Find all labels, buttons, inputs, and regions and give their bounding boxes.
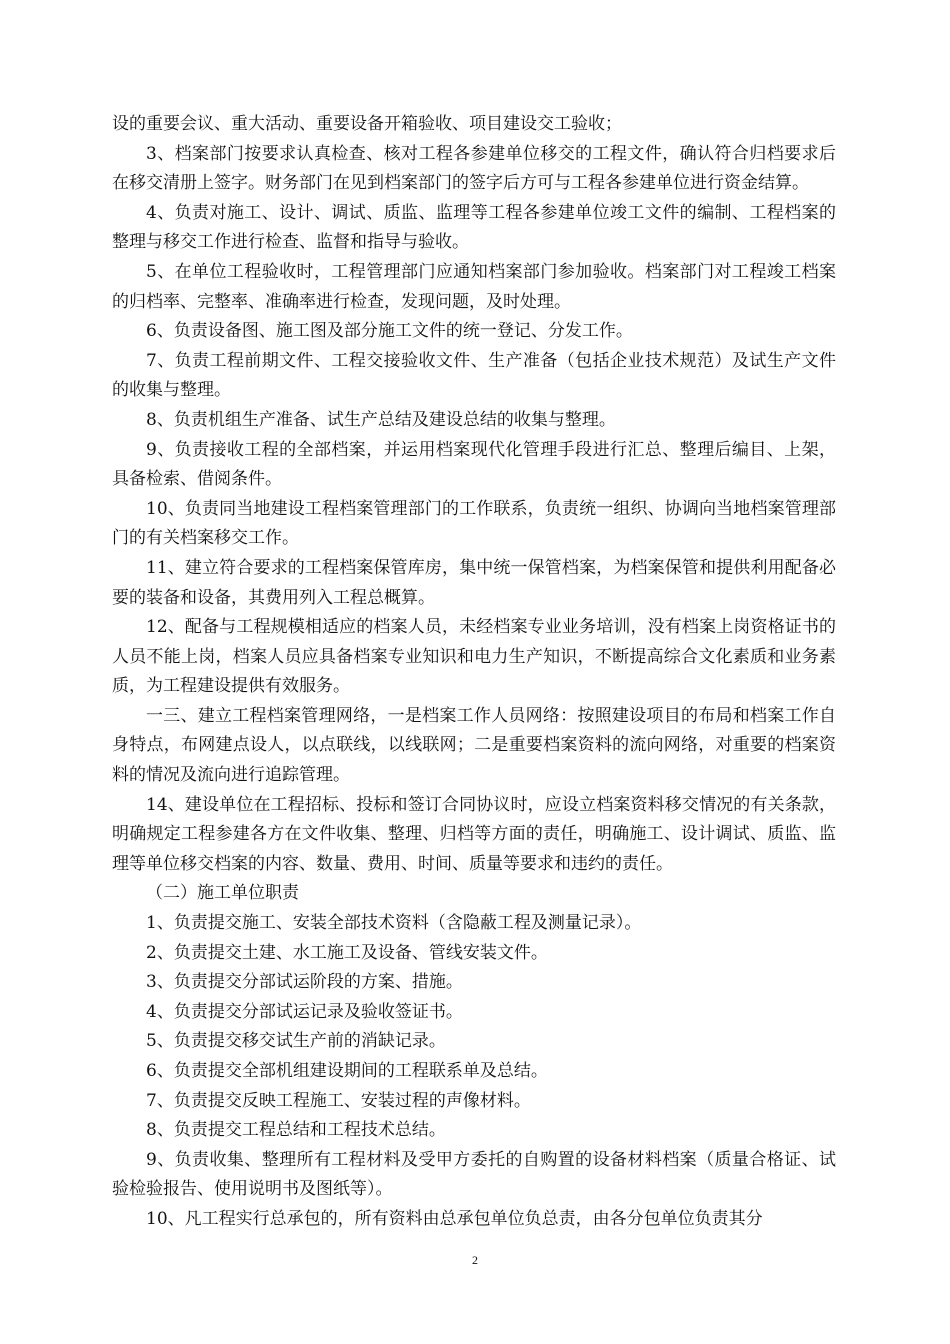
paragraph: 7、负责工程前期文件、工程交接验收文件、生产准备（包括企业技术规范）及试生产文件的收集与整理。 bbox=[112, 350, 836, 401]
paragraph: 3、负责提交分部试运阶段的方案、措施。 bbox=[146, 972, 463, 993]
paragraph: 4、负责提交分部试运记录及验收签证书。 bbox=[146, 1001, 463, 1022]
paragraph: 6、负责提交全部机组建设期间的工程联系单及总结。 bbox=[146, 1061, 548, 1081]
paragraph: 12、配备与工程规模相适应的档案人员，未经档案专业业务培训，没有档案上岗资格证书的人员不能上岗，档案人员应具备档案专业知识和电力生产知识，不断提高综合文化素质和业务素质，为工程建设提供有效服务。 bbox=[112, 617, 836, 697]
page-number: 2 bbox=[472, 1253, 478, 1267]
paragraph: （二）施工单位职责 bbox=[146, 883, 299, 904]
paragraph: 2、负责提交土建、水工施工及设备、管线安装文件。 bbox=[146, 942, 548, 963]
paragraph: 1、负责提交施工、安装全部技术资料（含隐蔽工程及测量记录）。 bbox=[146, 913, 642, 934]
paragraph: 7、负责提交反映工程施工、安装过程的声像材料。 bbox=[146, 1090, 531, 1111]
paragraph: 11、建立符合要求的工程档案保管库房，集中统一保管档案，为档案保管和提供利用配备必要的装备和设备，其费用列入工程总概算。 bbox=[112, 557, 836, 608]
paragraph: 一三、建立工程档案管理网络，一是档案工作人员网络：按照建设项目的布局和档案工作自身特点，布网建点设人，以点联线，以线联网；二是重要档案资料的流向网络，对重要的档案资料的情况及流向进行追踪管理。 bbox=[112, 705, 836, 786]
paragraph: 5、负责提交移交试生产前的消缺记录。 bbox=[146, 1031, 446, 1052]
paragraph: 10、凡工程实行总承包的，所有资料由总承包单位负总责，由各分包单位负责其分 bbox=[146, 1208, 763, 1229]
paragraph: 9、负责收集、整理所有工程材料及受甲方委托的自购置的设备材料档案（质量合格证、试验检验报告、使用说明书及图纸等）。 bbox=[112, 1149, 836, 1200]
paragraph: 14、建设单位在工程招标、投标和签订合同协议时，应设立档案资料移交情况的有关条款，明确规定工程参建各方在文件收集、整理、归档等方面的责任，明确施工、设计调试、质监、监理等单位移交档案的内容、数量、费用、时间、质量等要求和违约的责任。 bbox=[112, 794, 836, 874]
paragraph: 5、在单位工程验收时，工程管理部门应通知档案部门参加验收。档案部门对工程竣工档案的归档率、完整率、准确率进行检查，发现问题，及时处理。 bbox=[112, 261, 836, 312]
paragraph: 设的重要会议、重大活动、重要设备开箱验收、项目建设交工验收； bbox=[112, 114, 622, 134]
paragraph: 4、负责对施工、设计、调试、质监、监理等工程各参建单位竣工文件的编制、工程档案的整理与移交工作进行检查、监督和指导与验收。 bbox=[112, 202, 836, 253]
paragraph: 8、负责提交工程总结和工程技术总结。 bbox=[146, 1120, 446, 1141]
paragraph: 6、负责设备图、施工图及部分施工文件的统一登记、分发工作。 bbox=[146, 321, 633, 342]
paragraph: 10、负责同当地建设工程档案管理部门的工作联系，负责统一组织、协调向当地档案管理部门的有关档案移交工作。 bbox=[112, 498, 836, 549]
paragraph: 9、负责接收工程的全部档案，并运用档案现代化管理手段进行汇总、整理后编目、上架，具备检索、借阅条件。 bbox=[112, 439, 836, 490]
document-body bbox=[112, 110, 836, 1235]
paragraph: 8、负责机组生产准备、试生产总结及建设总结的收集与整理。 bbox=[146, 409, 616, 430]
paragraph: 3、档案部门按要求认真检查、核对工程各参建单位移交的工程文件，确认符合归档要求后在移交清册上签字。财务部门在见到档案部门的签字后方可与工程各参建单位进行资金结算。 bbox=[112, 143, 836, 194]
